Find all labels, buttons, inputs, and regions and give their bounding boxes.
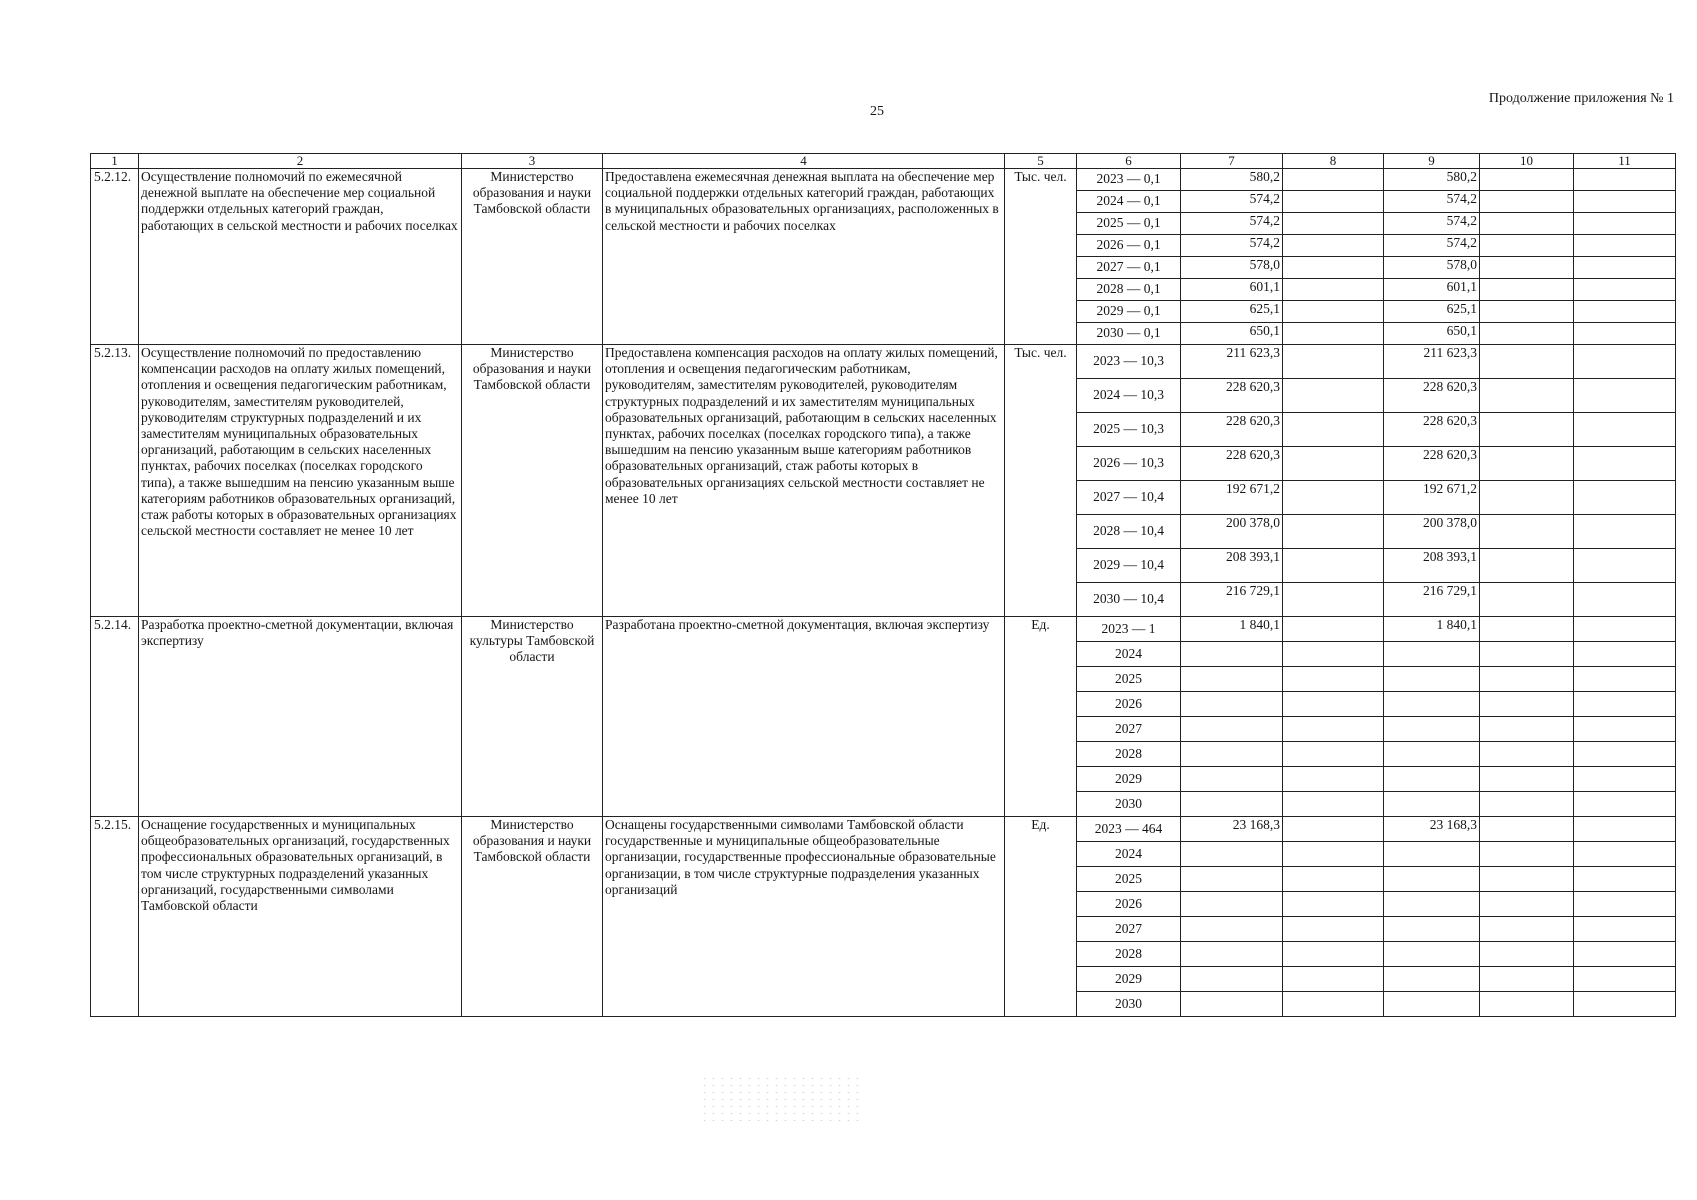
funding-col10-cell: [1480, 257, 1574, 279]
funding-total-cell: 216 729,1: [1181, 583, 1283, 617]
year-indicator-cell: 2027: [1077, 917, 1181, 942]
year-indicator-cell: 2025 — 0,1: [1077, 213, 1181, 235]
funding-col11-cell: [1574, 917, 1676, 942]
funding-col8-cell: [1283, 379, 1384, 413]
funding-col11-cell: [1574, 257, 1676, 279]
funding-col8-cell: [1283, 767, 1384, 792]
funding-col8-cell: [1283, 792, 1384, 817]
column-header-6: 6: [1077, 154, 1181, 169]
year-indicator-cell: 2024 — 0,1: [1077, 191, 1181, 213]
year-indicator-cell: 2029: [1077, 767, 1181, 792]
funding-total-cell: 208 393,1: [1181, 549, 1283, 583]
funding-total-cell: 228 620,3: [1181, 447, 1283, 481]
funding-col10-cell: [1480, 323, 1574, 345]
funding-col11-cell: [1574, 817, 1676, 842]
funding-col8-cell: [1283, 692, 1384, 717]
funding-col10-cell: [1480, 413, 1574, 447]
table-row: [91, 617, 1676, 642]
year-indicator-cell: 2026 — 0,1: [1077, 235, 1181, 257]
funding-total-cell: [1181, 792, 1283, 817]
funding-col11-cell: [1574, 842, 1676, 867]
funding-col9-cell: 650,1: [1384, 323, 1480, 345]
column-header-8: 8: [1283, 154, 1384, 169]
funding-col10-cell: [1480, 817, 1574, 842]
funding-col8-cell: [1283, 213, 1384, 235]
funding-col9-cell: [1384, 767, 1480, 792]
table-row: [91, 817, 1676, 842]
funding-col10-cell: [1480, 667, 1574, 692]
funding-total-cell: [1181, 642, 1283, 667]
measure-executor: Министерство образования и науки Тамбовской области: [462, 169, 603, 345]
year-indicator-cell: 2023 — 1: [1077, 617, 1181, 642]
funding-col8-cell: [1283, 549, 1384, 583]
funding-col11-cell: [1574, 642, 1676, 667]
measure-result: Предоставлена компенсация расходов на оплату жилых помещений, отопления и освещения педагогическим работникам, руководителям, заместителям руководителей, руководителям структурных подразделений и их заместителям муниципальных образовательных организаций, работающим в сельских населенных пунктах, рабочих поселках (поселках городского типа), а также вышедшим на пенсию указанным выше категориям работников образовательных организаций, стаж работы которых в образовательных организациях сельской местности составляет не менее 10 лет: [603, 345, 1005, 617]
funding-col10-cell: [1480, 742, 1574, 767]
year-indicator-cell: 2027 — 0,1: [1077, 257, 1181, 279]
funding-col10-cell: [1480, 792, 1574, 817]
funding-col10-cell: [1480, 942, 1574, 967]
funding-total-cell: 650,1: [1181, 323, 1283, 345]
funding-col11-cell: [1574, 942, 1676, 967]
funding-col11-cell: [1574, 191, 1676, 213]
funding-col11-cell: [1574, 583, 1676, 617]
funding-col11-cell: [1574, 792, 1676, 817]
funding-total-cell: [1181, 917, 1283, 942]
page-number: 25: [870, 104, 884, 119]
year-indicator-cell: 2023 — 464: [1077, 817, 1181, 842]
funding-col8-cell: [1283, 235, 1384, 257]
year-indicator-cell: 2024: [1077, 642, 1181, 667]
funding-col9-cell: 200 378,0: [1384, 515, 1480, 549]
funding-col11-cell: [1574, 323, 1676, 345]
funding-col9-cell: 228 620,3: [1384, 413, 1480, 447]
funding-col11-cell: [1574, 515, 1676, 549]
funding-col9-cell: [1384, 792, 1480, 817]
funding-col8-cell: [1283, 583, 1384, 617]
funding-total-cell: 211 623,3: [1181, 345, 1283, 379]
funding-col10-cell: [1480, 279, 1574, 301]
measure-name: Осуществление полномочий по ежемесячной денежной выплате на обеспечение мер социальной поддержки отдельных категорий граждан, работающих в сельской местности и рабочих поселках: [139, 169, 462, 345]
funding-total-cell: 200 378,0: [1181, 515, 1283, 549]
funding-col8-cell: [1283, 413, 1384, 447]
funding-total-cell: 574,2: [1181, 191, 1283, 213]
funding-col8-cell: [1283, 191, 1384, 213]
measure-unit: Тыс. чел.: [1005, 169, 1077, 345]
funding-col8-cell: [1283, 642, 1384, 667]
year-indicator-cell: 2029: [1077, 967, 1181, 992]
funding-col10-cell: [1480, 379, 1574, 413]
measure-name: Оснащение государственных и муниципальных общеобразовательных организаций, государственных профессиональных образовательных организаций, в том числе структурных подразделений указанных организаций, государственными символами Тамбовской области: [139, 817, 462, 1017]
funding-col8-cell: [1283, 345, 1384, 379]
year-indicator-cell: 2023 — 0,1: [1077, 169, 1181, 191]
funding-col10-cell: [1480, 515, 1574, 549]
measure-number: 5.2.13.: [91, 345, 139, 617]
year-indicator-cell: 2027: [1077, 717, 1181, 742]
funding-col8-cell: [1283, 992, 1384, 1017]
funding-col10-cell: [1480, 767, 1574, 792]
funding-col10-cell: [1480, 617, 1574, 642]
funding-col11-cell: [1574, 301, 1676, 323]
funding-col9-cell: [1384, 992, 1480, 1017]
funding-col10-cell: [1480, 692, 1574, 717]
funding-total-cell: [1181, 842, 1283, 867]
measure-number: 5.2.12.: [91, 169, 139, 345]
year-indicator-cell: 2029 — 0,1: [1077, 301, 1181, 323]
column-header-4: 4: [603, 154, 1005, 169]
measure-result: Оснащены государственными символами Тамбовской области государственные и муниципальные общеобразовательные организации, государственные профессиональные образовательные организации, в том числе структурные подразделения указанных организаций: [603, 817, 1005, 1017]
year-indicator-cell: 2024 — 10,3: [1077, 379, 1181, 413]
funding-col11-cell: [1574, 892, 1676, 917]
funding-col8-cell: [1283, 481, 1384, 515]
funding-col9-cell: 574,2: [1384, 235, 1480, 257]
column-header-11: 11: [1574, 154, 1676, 169]
funding-col11-cell: [1574, 692, 1676, 717]
funding-total-cell: 192 671,2: [1181, 481, 1283, 515]
funding-total-cell: [1181, 867, 1283, 892]
funding-col10-cell: [1480, 301, 1574, 323]
funding-col8-cell: [1283, 842, 1384, 867]
column-header-2: 2: [139, 154, 462, 169]
funding-col10-cell: [1480, 191, 1574, 213]
funding-col10-cell: [1480, 867, 1574, 892]
funding-col11-cell: [1574, 169, 1676, 191]
measure-result: Разработана проектно-сметной документация, включая экспертизу: [603, 617, 1005, 817]
funding-col9-cell: [1384, 742, 1480, 767]
table-row: [91, 169, 1676, 191]
funding-col8-cell: [1283, 667, 1384, 692]
funding-col8-cell: [1283, 257, 1384, 279]
funding-col8-cell: [1283, 617, 1384, 642]
funding-col11-cell: [1574, 967, 1676, 992]
funding-col9-cell: 574,2: [1384, 213, 1480, 235]
funding-col9-cell: 625,1: [1384, 301, 1480, 323]
funding-col10-cell: [1480, 549, 1574, 583]
year-indicator-cell: 2030: [1077, 992, 1181, 1017]
funding-col9-cell: [1384, 867, 1480, 892]
funding-total-cell: [1181, 692, 1283, 717]
funding-col9-cell: 228 620,3: [1384, 379, 1480, 413]
year-indicator-cell: 2023 — 10,3: [1077, 345, 1181, 379]
funding-col9-cell: 601,1: [1384, 279, 1480, 301]
funding-col10-cell: [1480, 345, 1574, 379]
funding-col8-cell: [1283, 717, 1384, 742]
measure-executor: Министерство образования и науки Тамбовской области: [462, 817, 603, 1017]
funding-col10-cell: [1480, 717, 1574, 742]
year-indicator-cell: 2030: [1077, 792, 1181, 817]
funding-col9-cell: [1384, 642, 1480, 667]
funding-col10-cell: [1480, 447, 1574, 481]
funding-col9-cell: 580,2: [1384, 169, 1480, 191]
funding-col11-cell: [1574, 279, 1676, 301]
funding-col10-cell: [1480, 169, 1574, 191]
funding-col11-cell: [1574, 345, 1676, 379]
funding-total-cell: [1181, 942, 1283, 967]
funding-col10-cell: [1480, 892, 1574, 917]
funding-total-cell: 574,2: [1181, 213, 1283, 235]
funding-col9-cell: 208 393,1: [1384, 549, 1480, 583]
funding-col11-cell: [1574, 767, 1676, 792]
measure-unit: Ед.: [1005, 817, 1077, 1017]
year-indicator-cell: 2027 — 10,4: [1077, 481, 1181, 515]
column-header-3: 3: [462, 154, 603, 169]
funding-total-cell: [1181, 717, 1283, 742]
funding-total-cell: [1181, 742, 1283, 767]
table-header-row: [91, 154, 1676, 169]
funding-col11-cell: [1574, 481, 1676, 515]
funding-col9-cell: [1384, 842, 1480, 867]
funding-total-cell: [1181, 992, 1283, 1017]
funding-col9-cell: 23 168,3: [1384, 817, 1480, 842]
measure-executor: Министерство культуры Тамбовской области: [462, 617, 603, 817]
measures-table: [90, 153, 1676, 1017]
funding-col9-cell: 211 623,3: [1384, 345, 1480, 379]
funding-col11-cell: [1574, 213, 1676, 235]
year-indicator-cell: 2025: [1077, 667, 1181, 692]
measure-number: 5.2.15.: [91, 817, 139, 1017]
funding-col9-cell: [1384, 917, 1480, 942]
funding-col9-cell: 228 620,3: [1384, 447, 1480, 481]
funding-total-cell: 601,1: [1181, 279, 1283, 301]
funding-col9-cell: [1384, 717, 1480, 742]
funding-col10-cell: [1480, 583, 1574, 617]
funding-col10-cell: [1480, 213, 1574, 235]
funding-col8-cell: [1283, 447, 1384, 481]
table-row: [91, 345, 1676, 379]
funding-col9-cell: 578,0: [1384, 257, 1480, 279]
funding-total-cell: 228 620,3: [1181, 379, 1283, 413]
funding-col9-cell: [1384, 942, 1480, 967]
funding-col9-cell: 574,2: [1384, 191, 1480, 213]
funding-col11-cell: [1574, 992, 1676, 1017]
funding-col8-cell: [1283, 967, 1384, 992]
measure-executor: Министерство образования и науки Тамбовской области: [462, 345, 603, 617]
funding-col11-cell: [1574, 379, 1676, 413]
column-header-10: 10: [1480, 154, 1574, 169]
funding-col11-cell: [1574, 549, 1676, 583]
funding-col8-cell: [1283, 323, 1384, 345]
funding-total-cell: [1181, 667, 1283, 692]
funding-col9-cell: [1384, 667, 1480, 692]
funding-col8-cell: [1283, 817, 1384, 842]
funding-total-cell: 228 620,3: [1181, 413, 1283, 447]
funding-col10-cell: [1480, 235, 1574, 257]
measure-unit: Тыс. чел.: [1005, 345, 1077, 617]
funding-col9-cell: [1384, 892, 1480, 917]
funding-col8-cell: [1283, 742, 1384, 767]
year-indicator-cell: 2026: [1077, 892, 1181, 917]
funding-col8-cell: [1283, 892, 1384, 917]
funding-col11-cell: [1574, 235, 1676, 257]
year-indicator-cell: 2026: [1077, 692, 1181, 717]
year-indicator-cell: 2028 — 0,1: [1077, 279, 1181, 301]
funding-col9-cell: [1384, 967, 1480, 992]
funding-col11-cell: [1574, 447, 1676, 481]
measure-unit: Ед.: [1005, 617, 1077, 817]
year-indicator-cell: 2024: [1077, 842, 1181, 867]
funding-col11-cell: [1574, 667, 1676, 692]
measure-number: 5.2.14.: [91, 617, 139, 817]
funding-col11-cell: [1574, 717, 1676, 742]
year-indicator-cell: 2026 — 10,3: [1077, 447, 1181, 481]
year-indicator-cell: 2025: [1077, 867, 1181, 892]
column-header-7: 7: [1181, 154, 1283, 169]
measure-result: Предоставлена ежемесячная денежная выплата на обеспечение мер социальной поддержки отдельных категорий граждан, работающих в муниципальных образовательных организациях, расположенных в сельской местности и рабочих поселках: [603, 169, 1005, 345]
funding-col10-cell: [1480, 481, 1574, 515]
column-header-9: 9: [1384, 154, 1480, 169]
column-header-1: 1: [91, 154, 139, 169]
funding-col11-cell: [1574, 617, 1676, 642]
funding-total-cell: 580,2: [1181, 169, 1283, 191]
funding-col9-cell: 192 671,2: [1384, 481, 1480, 515]
measure-name: Разработка проектно-сметной документации, включая экспертизу: [139, 617, 462, 817]
column-header-5: 5: [1005, 154, 1077, 169]
funding-total-cell: 625,1: [1181, 301, 1283, 323]
funding-col10-cell: [1480, 967, 1574, 992]
funding-total-cell: [1181, 967, 1283, 992]
funding-col8-cell: [1283, 917, 1384, 942]
year-indicator-cell: 2028: [1077, 742, 1181, 767]
measure-name: Осуществление полномочий по предоставлению компенсации расходов на оплату жилых помещений, отопления и освещения педагогическим работникам, руководителям, заместителям руководителей, руководителям структурных подразделений и их заместителям муниципальных образовательных организаций, работающим в сельских населенных пунктах, рабочих поселках (поселках городского типа), а также вышедшим на пенсию указанным выше категориям работников образовательных организаций, стаж работы которых в образовательных организациях сельской местности составляет не менее 10 лет: [139, 345, 462, 617]
funding-total-cell: 1 840,1: [1181, 617, 1283, 642]
funding-col11-cell: [1574, 413, 1676, 447]
year-indicator-cell: 2025 — 10,3: [1077, 413, 1181, 447]
scan-noise: [700, 1075, 860, 1125]
funding-total-cell: [1181, 892, 1283, 917]
funding-col10-cell: [1480, 642, 1574, 667]
year-indicator-cell: 2028: [1077, 942, 1181, 967]
funding-col9-cell: [1384, 692, 1480, 717]
funding-col8-cell: [1283, 515, 1384, 549]
year-indicator-cell: 2028 — 10,4: [1077, 515, 1181, 549]
funding-col9-cell: 216 729,1: [1384, 583, 1480, 617]
funding-col8-cell: [1283, 169, 1384, 191]
year-indicator-cell: 2029 — 10,4: [1077, 549, 1181, 583]
table-body: [91, 169, 1676, 1017]
funding-col11-cell: [1574, 867, 1676, 892]
funding-col8-cell: [1283, 942, 1384, 967]
funding-col8-cell: [1283, 301, 1384, 323]
funding-col8-cell: [1283, 867, 1384, 892]
funding-col10-cell: [1480, 842, 1574, 867]
funding-col10-cell: [1480, 992, 1574, 1017]
funding-total-cell: 578,0: [1181, 257, 1283, 279]
funding-col11-cell: [1574, 742, 1676, 767]
year-indicator-cell: 2030 — 10,4: [1077, 583, 1181, 617]
funding-total-cell: [1181, 767, 1283, 792]
funding-col9-cell: 1 840,1: [1384, 617, 1480, 642]
funding-total-cell: 23 168,3: [1181, 817, 1283, 842]
year-indicator-cell: 2030 — 0,1: [1077, 323, 1181, 345]
appendix-continuation-note: Продолжение приложения № 1: [1488, 91, 1674, 106]
funding-col10-cell: [1480, 917, 1574, 942]
funding-total-cell: 574,2: [1181, 235, 1283, 257]
funding-col8-cell: [1283, 279, 1384, 301]
